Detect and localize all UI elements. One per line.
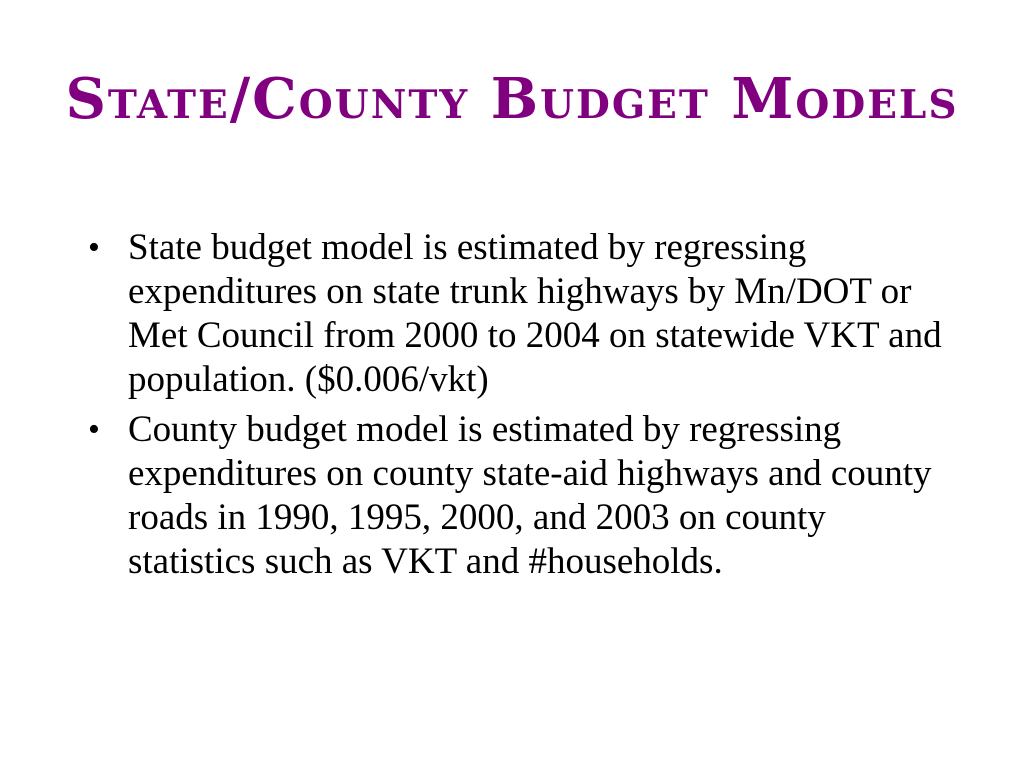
bullet-icon: • <box>88 229 100 266</box>
bullet-text: State budget model is estimated by regressing expenditures on state trunk highways by Mn/DOT or Met Council from 2000 to 2004 on statewide VKT and population. ($0.006/vkt) <box>128 227 942 400</box>
bullet-text: County budget model is estimated by regressing expenditures on county state-aid highways and county roads in 1990, 1995, 2000, and 2003 on county statistics such as VKT and #households. <box>128 409 932 582</box>
bullet-item-state-budget <box>86 226 946 402</box>
slide-title: State/County Budget Models <box>65 66 959 132</box>
bullet-icon: • <box>88 411 100 448</box>
bullet-list <box>86 226 946 590</box>
bullet-item-county-budget <box>86 408 946 584</box>
